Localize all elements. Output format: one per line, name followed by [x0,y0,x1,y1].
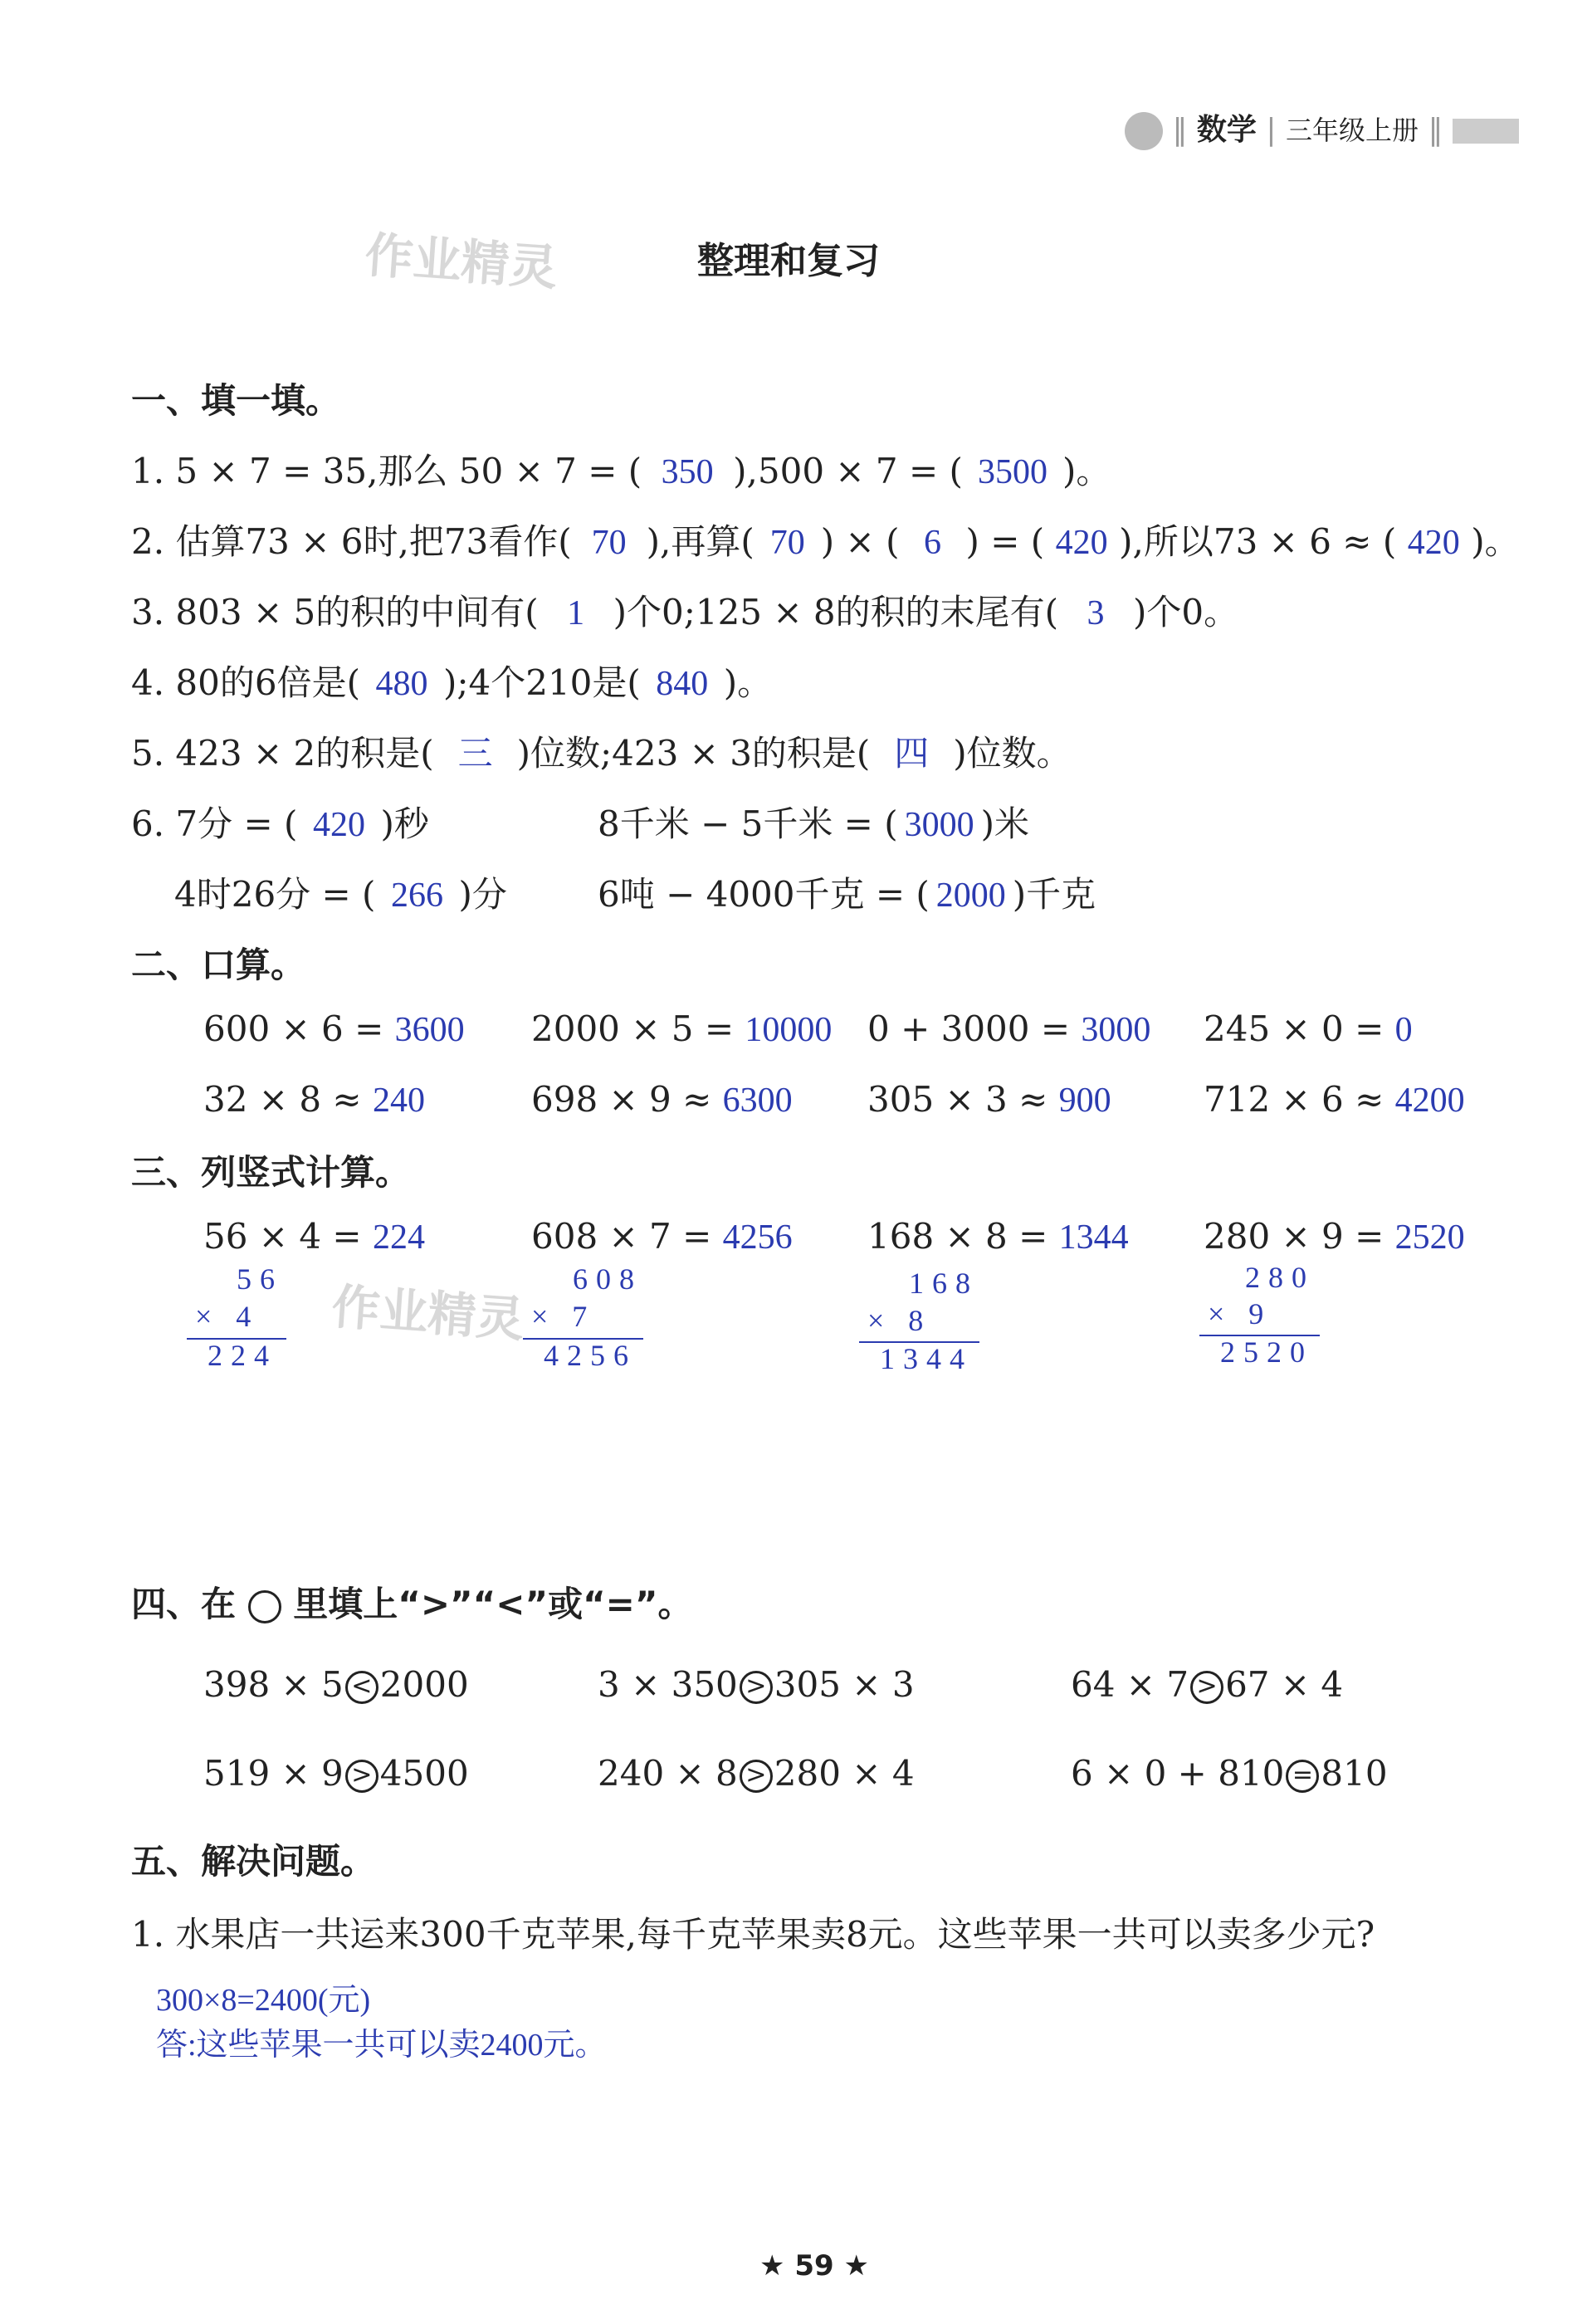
work-top: 56 [237,1262,283,1296]
answer: 1 [567,594,585,632]
question-6-row-2b: 6吨 − 4000千克 = ( 2000 )千克 [598,874,1096,915]
question-3: 3. 803 × 5的积的中间有( 1 )个0;125 × 8的积的末尾有( 3 )个0。 [131,592,1239,632]
mental-item: 245 × 0 = 0 [1204,1008,1413,1049]
answer: 3 [1087,594,1105,632]
work-result: 224 [208,1339,277,1372]
answer: 420 [1055,524,1108,562]
answer: 840 [656,665,709,703]
section-heading: 四、在 里填上“>”“<”或“=”。 [131,1584,693,1624]
mental-item: 0 + 3000 = 3000 [867,1008,1151,1049]
work-result: 2520 [1220,1335,1313,1369]
work-mul: × 4 [195,1300,260,1333]
work-top: 168 [909,1267,979,1300]
page-title: 整理和复习 [697,240,880,282]
mental-item: 2000 × 5 = 10000 [531,1008,833,1049]
section-heading: 二、口算。 [131,945,306,985]
work-result: 4256 [544,1339,637,1372]
compare-item: 398 × 5 < 2000 [203,1664,469,1705]
watermark: 作业精灵 [330,1277,526,1348]
answer: 3000 [904,806,974,844]
compare-sign: = [1286,1760,1319,1793]
section-heading: 五、解决问题。 [131,1841,376,1882]
work-mul: × 8 [867,1304,932,1337]
mental-item: 32 × 8 ≈ 240 [203,1079,425,1120]
answer: 266 [390,876,443,915]
question-5: 5. 423 × 2的积是( 三 )位数;423 × 3的积是( 四 )位数。 [131,726,1072,776]
compare-item: 240 × 8 > 280 × 4 [598,1753,915,1794]
vertical-item: 168 × 8 = 1344 [867,1216,1129,1257]
answer: 2000 [935,876,1006,915]
compare-sign: > [345,1760,378,1793]
question-1: 1. 5 × 7 = 35,那么 50 × 7 = ( 350 ),500 × 7 = ( 3500 )。 [131,451,1111,491]
answer: 三 [457,735,493,774]
vertical-item: 608 × 7 = 4256 [531,1216,793,1257]
question-6-row-1: 6. 7分 = ( 420 )秒 [131,803,429,844]
compare-sign: > [740,1760,773,1793]
answer: 420 [1407,524,1460,562]
circle-icon [248,1590,281,1623]
question-6-row-2: 4时26分 = ( 266 )分 [174,874,507,915]
compare-sign: > [740,1671,773,1704]
vertical-item: 280 × 9 = 2520 [1204,1216,1465,1257]
answer: 四 [894,735,930,774]
problem-1: 1. 水果店一共运来300千克苹果,每千克苹果卖8元。这些苹果一共可以卖多少元? [131,1914,1375,1955]
section-heading: 三、列竖式计算。 [131,1152,411,1193]
question-4: 4. 80的6倍是( 480 );4个210是( 840 )。 [131,662,773,703]
answer: 70 [769,524,805,562]
answer: 70 [591,524,627,562]
work-result: 1344 [880,1342,973,1375]
compare-item: 6 × 0 + 810 = 810 [1071,1753,1388,1794]
work-mul: × 9 [1208,1297,1272,1330]
page-number: ★ 59 ★ [759,2249,869,2282]
answer-sentence: 答:这些苹果一共可以卖2400元。 [156,2028,607,2063]
work-top: 608 [573,1262,642,1296]
answer: 480 [375,665,428,703]
header: ‖ 数学 | 三年级上册 ‖ [1125,106,1519,150]
header-subject: 数学 [1196,113,1257,147]
sun-icon [1125,112,1163,150]
compare-sign: < [345,1671,378,1704]
header-grade: 三年级上册 [1285,115,1419,146]
question-6-row-1b: 8千米 − 5千米 = ( 3000 )米 [598,803,1030,844]
header-bar [1453,119,1519,144]
compare-sign: > [1190,1671,1223,1704]
section-heading: 一、填一填。 [131,380,341,421]
answer: 420 [312,806,365,844]
work-mul: × 7 [531,1300,596,1333]
compare-item: 3 × 350 > 305 × 3 [598,1664,915,1705]
answer: 350 [661,453,714,491]
mental-item: 712 × 6 ≈ 4200 [1204,1079,1465,1120]
work-equation: 300×8=2400(元) [156,1983,371,2018]
mental-item: 698 × 9 ≈ 6300 [531,1079,793,1120]
compare-item: 519 × 9 > 4500 [203,1753,469,1794]
question-2: 2. 估算73 × 6时,把73看作( 70 ),再算( 70 ) × ( 6 ) = ( 420 ),所以73 × 6 ≈ ( 420 )。 [131,521,1520,562]
mental-item: 600 × 6 = 3600 [203,1008,465,1049]
work-top: 280 [1245,1261,1315,1294]
answer: 6 [923,524,941,562]
answer: 3500 [977,453,1047,491]
compare-item: 64 × 7 > 67 × 4 [1071,1664,1344,1705]
watermark: 作业精灵 [363,226,559,296]
mental-item: 305 × 3 ≈ 900 [867,1079,1111,1120]
vertical-item: 56 × 4 = 224 [203,1216,425,1257]
